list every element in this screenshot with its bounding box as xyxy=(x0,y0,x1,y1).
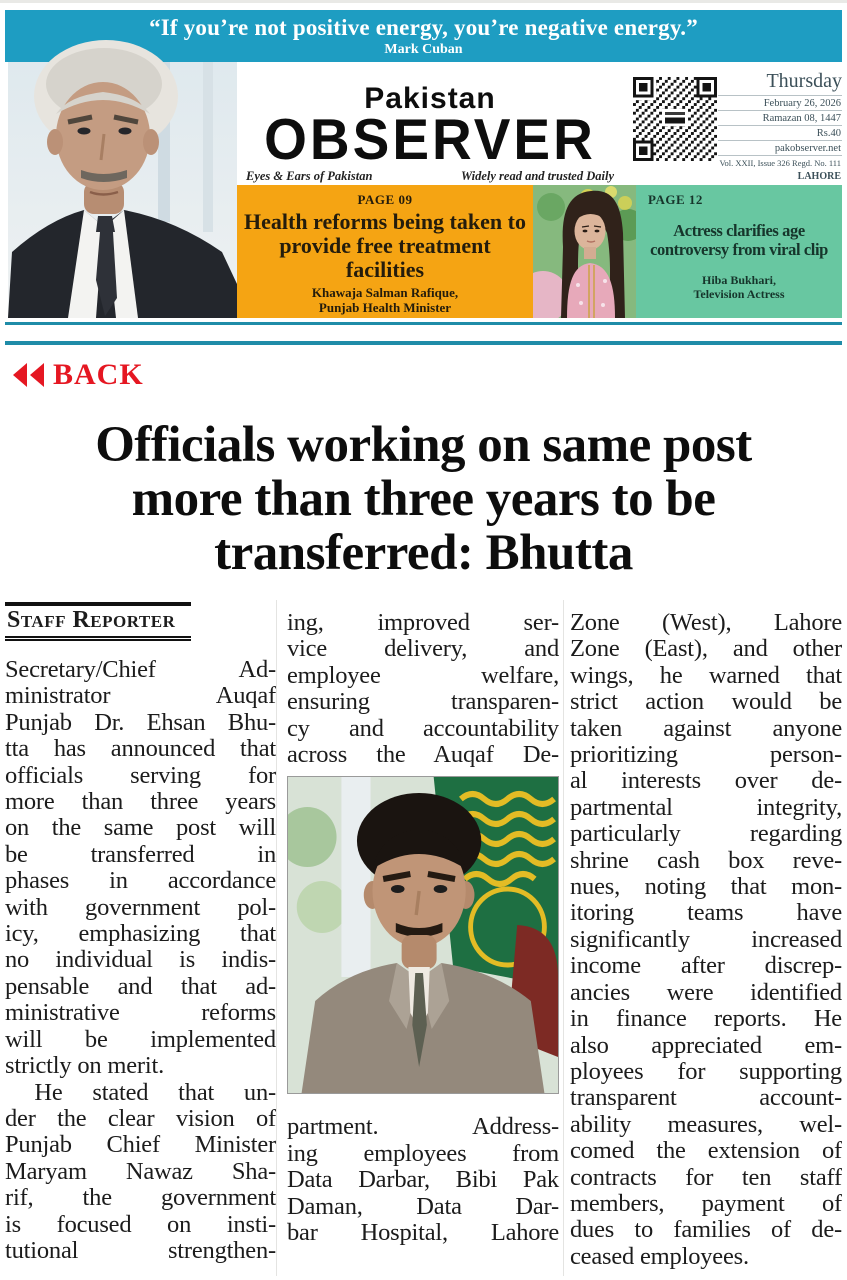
teaser-page09[interactable] xyxy=(237,185,533,318)
teaser-page12[interactable] xyxy=(636,185,842,318)
article-text-line: members, payment of xyxy=(570,1189,842,1217)
article-text-line: be transferred in xyxy=(5,840,276,868)
article-text-line: also appreciated em- xyxy=(570,1031,842,1059)
teaser-byline-name: Hiba Bukhari, xyxy=(701,272,777,287)
teaser-headline: Health reforms being taken to provide free treatment facilities xyxy=(244,209,526,282)
actress-photo xyxy=(533,185,636,318)
article-headline xyxy=(10,418,837,580)
column-text xyxy=(287,610,559,768)
person-photo-illustration xyxy=(8,34,237,318)
article-text-line: ceased employees. xyxy=(570,1242,749,1270)
article-text-line: tta has announced that xyxy=(5,735,276,763)
article-text-line: al interests over de- xyxy=(570,767,842,795)
article-text-line: ancies were identified xyxy=(570,978,842,1006)
article-text-line: prioritizing person- xyxy=(570,741,842,769)
article-text-line: employee welfare, xyxy=(287,661,559,689)
article-column-2 xyxy=(283,600,564,1276)
quote-text: “If you’re not positive energy, you’re negative energy.” xyxy=(149,15,698,40)
article-text-line: cy and accountability xyxy=(287,714,559,742)
article-text-line: rif, the government xyxy=(5,1184,276,1212)
article-text-line: phases in accordance xyxy=(5,867,276,895)
article-text-line: Maryam Nawaz Sha- xyxy=(5,1157,276,1185)
article-text-line: dues to families of de- xyxy=(570,1216,842,1244)
article-text-line: partmental integrity, xyxy=(570,793,842,821)
headline-line: Officials working on same post xyxy=(95,417,752,473)
divider-rule-bottom xyxy=(5,341,842,345)
article-text-line: shrine cash box reve- xyxy=(570,846,842,874)
teaser-byline-name: Khawaja Salman Rafique, xyxy=(311,285,459,301)
issue-volume: Vol. XXII, Issue 326 Regd. No. 111 xyxy=(718,155,842,169)
bhutta-photo xyxy=(287,776,559,1094)
masthead xyxy=(240,64,620,184)
article-column-3 xyxy=(570,600,842,1276)
article-text-line: Daman, Data Dar- xyxy=(287,1192,559,1220)
article-text-line: no individual is indis- xyxy=(5,946,276,974)
headline-line: transferred: Bhutta xyxy=(214,525,633,581)
article-text-line: tutional strengthen- xyxy=(5,1236,276,1264)
article-text-line: with government pol- xyxy=(5,893,276,921)
article-text-line: ployees for supporting xyxy=(570,1057,842,1085)
article-text-line: ensuring transparen- xyxy=(287,688,559,716)
official-photo-illustration xyxy=(288,777,558,1093)
article-text-line: ministrative reforms xyxy=(5,999,276,1027)
issue-city: LAHORE xyxy=(797,170,841,182)
column-text xyxy=(570,610,842,1270)
teaser-page-number: PAGE 09 xyxy=(357,192,413,207)
article-text-line: der the clear vision of xyxy=(5,1104,276,1132)
article-text-line: ing employees from xyxy=(287,1139,559,1167)
article-text-line: Secretary/Chief Ad- xyxy=(5,656,276,683)
issue-price: Rs.40 xyxy=(718,125,842,140)
masthead-tagline-right: Widely read and trusted Daily xyxy=(460,168,614,183)
article-text-line: Zone (East), and other xyxy=(570,635,842,663)
article-text-line: is focused on insti- xyxy=(5,1210,276,1238)
article-text-line: income after discrep- xyxy=(570,952,842,980)
teaser-page-number: PAGE 12 xyxy=(648,192,703,207)
issue-day: Thursday xyxy=(766,70,842,92)
article-text-line: ministrator Auqaf xyxy=(5,682,276,710)
article-text-line: contracts for ten staff xyxy=(570,1163,842,1191)
article-text-line: in finance reports. He xyxy=(570,1005,842,1033)
byline-text: Staff Reporter xyxy=(7,607,176,633)
issue-hijri-date: Ramazan 08, 1447 xyxy=(718,110,842,125)
article-text-line: will be implemented xyxy=(5,1025,276,1053)
article-text-line: on the same post will xyxy=(5,814,276,842)
article-text-line: strict action would be xyxy=(570,688,842,716)
issue-info xyxy=(718,70,842,183)
article-text-line: He stated that un- xyxy=(34,1078,276,1106)
article-text-line: icy, emphasizing that xyxy=(5,920,276,948)
article-text-line: strictly on merit. xyxy=(5,1052,165,1080)
masthead-tagline-left: Eyes & Ears of Pakistan xyxy=(246,168,373,183)
article-text-line: wings, he warned that xyxy=(570,661,842,689)
teaser-byline-title: Punjab Health Minister xyxy=(318,300,452,316)
actress-photo-illustration xyxy=(533,185,636,318)
teaser-byline-title: Television Actress xyxy=(693,286,785,301)
article-column-1 xyxy=(5,600,277,1276)
column-text xyxy=(5,657,276,1264)
article-text-line: bar Hospital, Lahore xyxy=(287,1219,559,1247)
column-text xyxy=(287,1114,559,1246)
back-label: BACK xyxy=(53,358,144,391)
article-text-line: nues, noting that mon- xyxy=(570,873,842,901)
article-body xyxy=(5,600,842,1276)
article-text-line: Zone (West), Lahore xyxy=(570,609,842,636)
article-text-line: Punjab Chief Minister xyxy=(5,1131,276,1159)
back-button[interactable] xyxy=(10,358,144,392)
article-text-line: across the Auqaf De- xyxy=(287,741,559,769)
article-text-line: more than three years xyxy=(5,788,276,816)
rewind-icon xyxy=(10,361,46,389)
issue-website: pakobserver.net xyxy=(718,140,842,155)
article-text-line: Data Darbar, Bibi Pak xyxy=(287,1166,559,1194)
article-text-line: partment. Address- xyxy=(287,1113,559,1141)
teaser-headline: Actress clarifies age controversy from viral clip xyxy=(650,221,828,259)
health-minister-photo xyxy=(8,34,237,318)
byline-staff-reporter xyxy=(5,602,191,641)
masthead-title-main: OBSERVER xyxy=(264,106,596,172)
article-text-line: particularly regarding xyxy=(570,820,842,848)
article-text-line: itoring teams have xyxy=(570,899,842,927)
article-text-line: officials serving for xyxy=(5,761,276,789)
article-text-line: transparent account- xyxy=(570,1084,842,1112)
headline-line: more than three years to be xyxy=(131,471,716,527)
article-text-line: Punjab Dr. Ehsan Bhu- xyxy=(5,708,276,736)
article-text-line: comed the extension of xyxy=(570,1137,842,1165)
article-text-line: significantly increased xyxy=(570,925,842,953)
quote-author: Mark Cuban xyxy=(384,42,463,57)
masthead-title-top: Pakistan xyxy=(364,82,496,115)
article-text-line: ing, improved ser- xyxy=(287,609,559,636)
article-text-line: taken against anyone xyxy=(570,714,842,742)
article-text-line: ability measures, wel- xyxy=(570,1110,842,1138)
issue-date: February 26, 2026 xyxy=(718,95,842,110)
page-top-edge xyxy=(0,0,847,3)
article-text-line: pensable and that ad- xyxy=(5,972,276,1000)
divider-rule-top xyxy=(5,322,842,325)
qr-code-icon xyxy=(633,77,717,161)
article-text-line: vice delivery, and xyxy=(287,635,559,663)
